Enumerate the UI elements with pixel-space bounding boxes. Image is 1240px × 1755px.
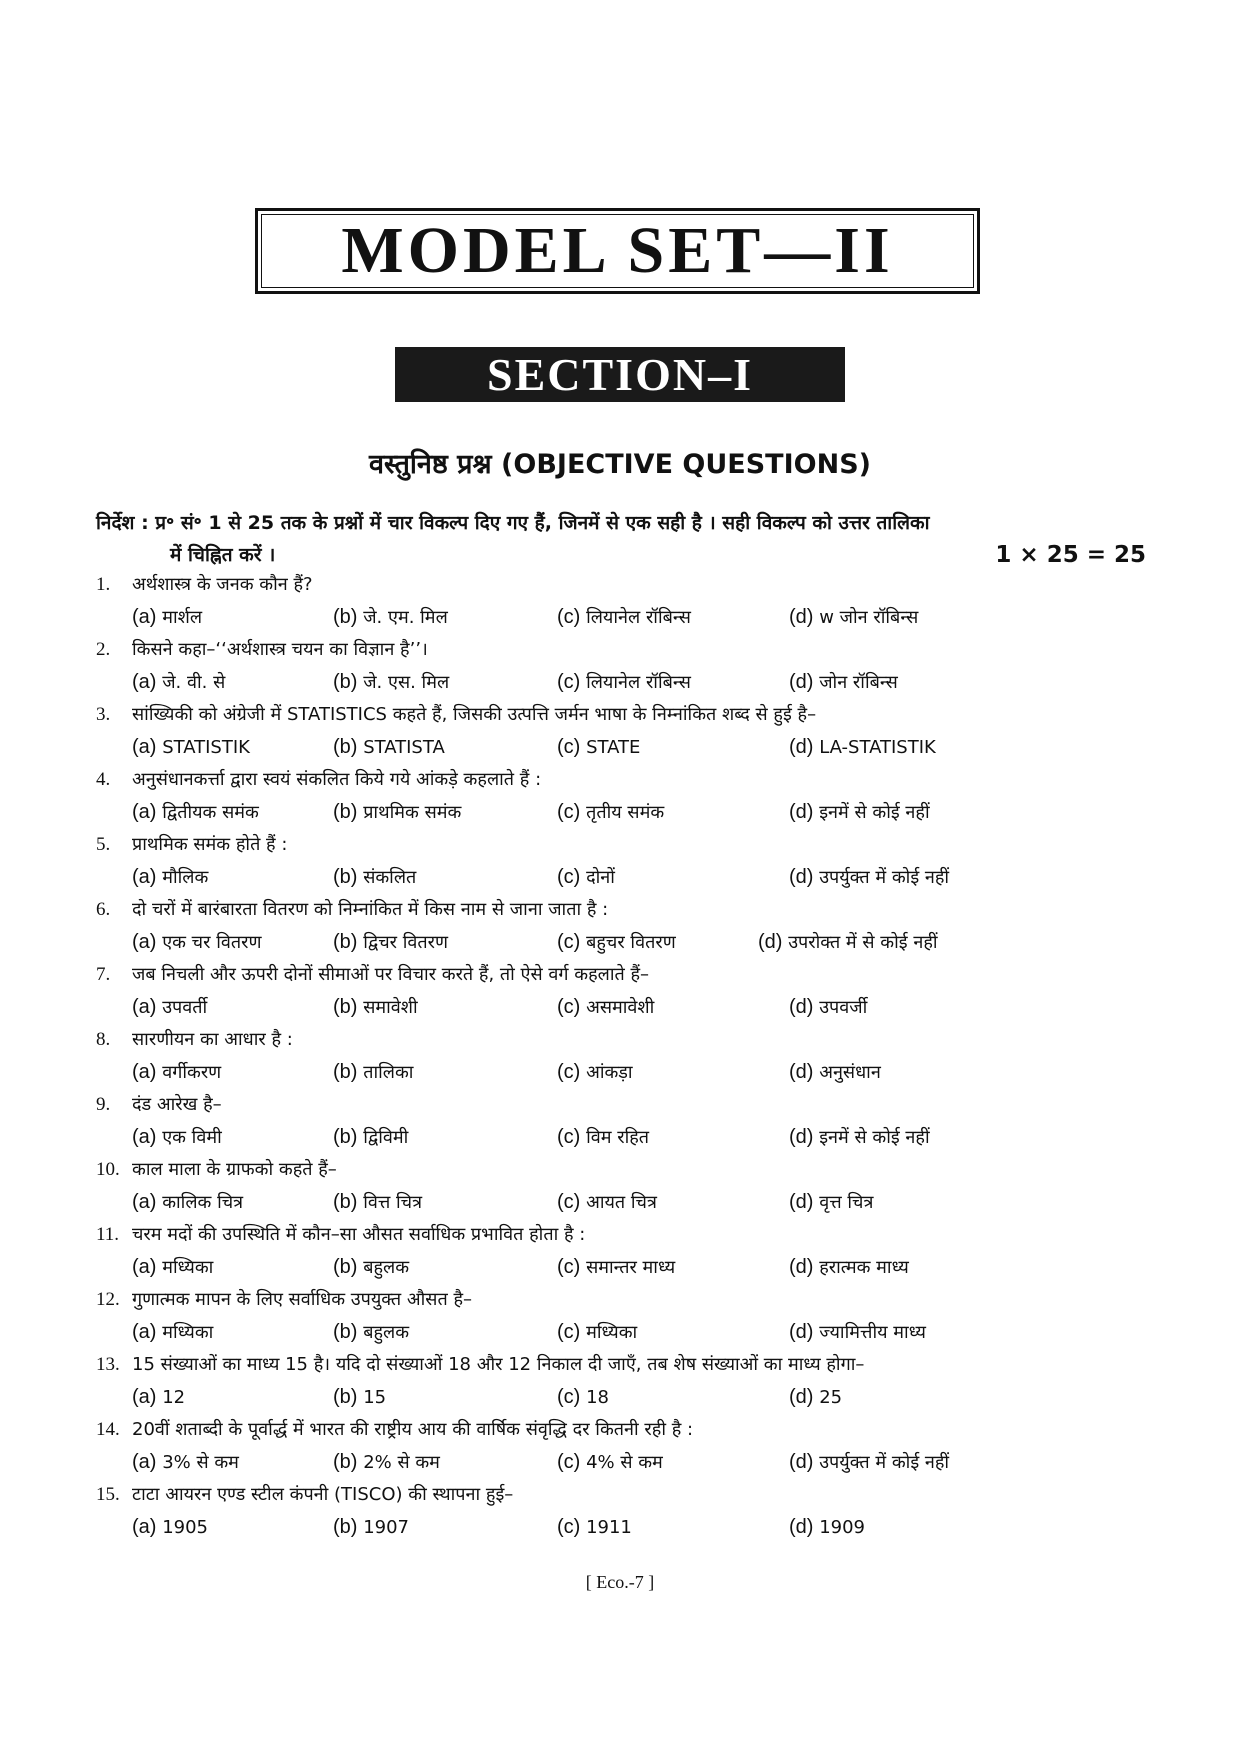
option-text: तालिका — [363, 1062, 414, 1083]
option-label: (c) — [557, 1126, 581, 1148]
question-number: 12. — [96, 1289, 120, 1310]
option-b — [333, 1057, 413, 1088]
marks-formula: 1 × 25 = 25 — [995, 542, 1146, 568]
option-text: समान्तर माध्य — [586, 1257, 676, 1278]
question-item — [96, 1350, 1156, 1415]
option-c — [557, 1317, 637, 1348]
option-b — [333, 927, 448, 958]
option-a — [132, 1057, 221, 1088]
option-text: मार्शल — [162, 607, 203, 628]
option-text: उपरोक्त में से कोई नहीं — [788, 932, 938, 953]
option-text: 3% से कम — [162, 1452, 239, 1473]
question-item — [96, 1155, 1156, 1220]
option-text: 2% से कम — [363, 1452, 440, 1473]
option-label: (d) — [789, 1386, 814, 1408]
option-label: (c) — [557, 1061, 581, 1083]
option-d — [789, 1187, 873, 1218]
question-line — [96, 700, 816, 730]
option-text: बहुलक — [363, 1257, 410, 1278]
question-item — [96, 635, 1156, 700]
option-label: (d) — [789, 1451, 814, 1473]
option-a — [132, 862, 208, 893]
option-a — [132, 1187, 243, 1218]
option-b — [333, 1187, 422, 1218]
question-text: अनुसंधानकर्त्ता द्वारा स्वयं संकलित किये गये आंकड़े कहलाते हैं : — [132, 769, 542, 790]
instruction-line-1: निर्देश : प्र॰ सं॰ 1 से 25 तक के प्रश्नों में चार विकल्प दिए गए हैं, जिनमें से एक सही है । सही विकल्प को उत्तर तालिका — [96, 512, 930, 534]
section-heading: वस्तुनिष्ठ प्रश्न (OBJECTIVE QUESTIONS) — [369, 449, 871, 480]
option-label: (c) — [557, 1256, 581, 1278]
option-label: (b) — [333, 1386, 358, 1408]
option-text: जोन रॉबिन्स — [819, 672, 898, 693]
question-line — [96, 765, 541, 795]
option-b — [333, 1317, 409, 1348]
option-label: (d) — [789, 1191, 814, 1213]
option-label: (d) — [789, 606, 814, 628]
option-label: (d) — [789, 1061, 814, 1083]
option-d — [789, 1382, 842, 1413]
option-text: प्राथमिक समंक — [363, 802, 462, 823]
option-label: (c) — [557, 1386, 581, 1408]
option-text: एक चर वितरण — [162, 932, 262, 953]
option-c — [557, 1057, 633, 1088]
question-number: 14. — [96, 1419, 120, 1440]
option-d — [789, 797, 930, 828]
option-text: आयत चित्र — [586, 1192, 657, 1213]
option-label: (a) — [132, 1321, 157, 1343]
option-text: 1905 — [162, 1517, 208, 1538]
question-line — [96, 960, 649, 990]
option-text: 18 — [586, 1387, 609, 1408]
option-text: असमावेशी — [586, 997, 655, 1018]
option-label: (c) — [557, 866, 581, 888]
option-text: विम रहित — [586, 1127, 650, 1148]
option-label: (d) — [789, 866, 814, 888]
option-a — [132, 667, 225, 698]
question-line — [96, 635, 428, 665]
option-d — [789, 1512, 865, 1543]
option-b — [333, 862, 416, 893]
question-text: सांख्यिकी को अंग्रेजी में STATISTICS कहते हैं, जिसकी उत्पत्ति जर्मन भाषा के निम्नांकित शब्द से हुई है– — [132, 704, 817, 725]
section-banner: SECTION–I — [395, 347, 845, 402]
option-label: (d) — [789, 1256, 814, 1278]
option-a — [132, 1252, 213, 1283]
question-text: सारणीयन का आधार है : — [132, 1029, 293, 1050]
option-b — [333, 1447, 440, 1478]
option-c — [557, 1382, 609, 1413]
option-text: वित्त चित्र — [363, 1192, 423, 1213]
option-c — [557, 992, 654, 1023]
option-c — [557, 1187, 657, 1218]
option-label: (b) — [333, 1321, 358, 1343]
option-label: (d) — [789, 801, 814, 823]
option-c — [557, 862, 615, 893]
question-number: 9. — [96, 1094, 111, 1115]
question-item — [96, 895, 1156, 960]
option-label: (c) — [557, 931, 581, 953]
option-text: हरात्मक माध्य — [819, 1257, 909, 1278]
option-text: वर्गीकरण — [162, 1062, 222, 1083]
option-label: (a) — [132, 671, 157, 693]
option-label: (c) — [557, 736, 581, 758]
question-number: 11. — [96, 1224, 120, 1245]
question-line — [96, 830, 287, 860]
option-label: (b) — [333, 1256, 358, 1278]
option-text: कालिक चित्र — [162, 1192, 244, 1213]
question-line — [96, 1155, 337, 1185]
option-label: (c) — [557, 671, 581, 693]
question-text: काल माला के ग्राफको कहते हैं– — [132, 1159, 337, 1180]
option-label: (a) — [132, 606, 157, 628]
option-text: लियानेल रॉबिन्स — [586, 672, 691, 693]
option-text: बहुचर वितरण — [586, 932, 676, 953]
question-item — [96, 700, 1156, 765]
option-text: लियानेल रॉबिन्स — [586, 607, 691, 628]
question-item — [96, 1025, 1156, 1090]
instruction-line-2: में चिह्नित करें । — [170, 544, 276, 566]
question-item — [96, 830, 1156, 895]
option-c — [557, 797, 664, 828]
option-text: संकलित — [363, 867, 417, 888]
question-line — [96, 1090, 222, 1120]
question-item — [96, 1480, 1156, 1545]
option-c — [557, 1447, 663, 1478]
instructions — [96, 507, 1146, 571]
option-a — [132, 992, 207, 1023]
question-line — [96, 1285, 472, 1315]
option-label: (a) — [132, 801, 157, 823]
question-text: दंड आरेख है– — [132, 1094, 222, 1115]
option-label: (c) — [557, 606, 581, 628]
option-label: (b) — [333, 671, 358, 693]
option-label: (b) — [333, 606, 358, 628]
option-text: 15 — [363, 1387, 387, 1408]
option-text: STATISTA — [363, 737, 445, 758]
option-label: (a) — [132, 1451, 157, 1473]
option-text: 25 — [819, 1387, 843, 1408]
option-text: 1911 — [586, 1517, 632, 1538]
option-c — [557, 602, 691, 633]
option-label: (a) — [132, 996, 157, 1018]
question-text: दो चरों में बारंबारता वितरण को निम्नांकित में किस नाम से जाना जाता है : — [132, 899, 609, 920]
option-label: (c) — [557, 801, 581, 823]
option-b — [333, 797, 461, 828]
option-d — [789, 602, 918, 633]
question-line — [96, 1415, 693, 1445]
option-a — [132, 1447, 239, 1478]
question-number: 7. — [96, 964, 111, 985]
option-text: उपवर्ती — [162, 997, 208, 1018]
option-label: (c) — [557, 1191, 581, 1213]
option-a — [132, 602, 202, 633]
option-b — [333, 1382, 386, 1413]
question-item — [96, 1220, 1156, 1285]
option-text: इनमें से कोई नहीं — [819, 802, 930, 823]
option-label: (d) — [789, 736, 814, 758]
option-a — [132, 1512, 208, 1543]
option-d — [789, 732, 936, 763]
option-text: 1907 — [363, 1517, 409, 1538]
option-label: (a) — [132, 931, 157, 953]
option-text: इनमें से कोई नहीं — [819, 1127, 930, 1148]
option-label: (d) — [789, 1516, 814, 1538]
question-number: 10. — [96, 1159, 120, 1180]
option-text: दोनों — [586, 867, 615, 888]
option-d — [789, 862, 949, 893]
option-label: (d) — [789, 996, 814, 1018]
option-label: (d) — [789, 671, 814, 693]
question-line — [96, 1220, 585, 1250]
option-text: बहुलक — [363, 1322, 410, 1343]
question-number: 15. — [96, 1484, 120, 1505]
option-label: (c) — [557, 1451, 581, 1473]
option-label: (a) — [132, 1516, 157, 1538]
question-number: 6. — [96, 899, 111, 920]
option-c — [557, 1512, 632, 1543]
option-text: द्विचर वितरण — [363, 932, 449, 953]
option-label: (d) — [789, 1126, 814, 1148]
question-number: 3. — [96, 704, 111, 725]
question-number: 2. — [96, 639, 111, 660]
question-number: 5. — [96, 834, 111, 855]
option-a — [132, 1317, 213, 1348]
option-b — [333, 1252, 409, 1283]
option-text: 1909 — [819, 1517, 865, 1538]
option-text: STATISTIK — [162, 737, 250, 758]
question-item — [96, 960, 1156, 1025]
option-label: (a) — [132, 1191, 157, 1213]
instruction-line-2-row — [96, 539, 1146, 571]
option-text: w जोन रॉबिन्स — [819, 607, 919, 628]
option-b — [333, 667, 449, 698]
option-c — [557, 1252, 675, 1283]
option-text: जे. वी. से — [162, 672, 226, 693]
option-d — [789, 1057, 881, 1088]
question-item — [96, 1415, 1156, 1480]
option-label: (c) — [557, 1321, 581, 1343]
question-text: चरम मदों की उपस्थिति में कौन–सा औसत सर्वाधिक प्रभावित होता है : — [132, 1224, 586, 1245]
question-item — [96, 1285, 1156, 1350]
option-text: अनुसंधान — [819, 1062, 881, 1083]
question-number: 1. — [96, 574, 111, 595]
option-label: (d) — [758, 931, 783, 953]
option-label: (b) — [333, 866, 358, 888]
question-text: प्राथमिक समंक होते हैं : — [132, 834, 288, 855]
question-line — [96, 1350, 864, 1380]
option-b — [333, 1512, 409, 1543]
option-text: एक विमी — [162, 1127, 222, 1148]
option-label: (b) — [333, 1516, 358, 1538]
question-line — [96, 1025, 293, 1055]
option-d — [789, 1252, 909, 1283]
option-text: उपर्युक्त में कोई नहीं — [819, 867, 950, 888]
title-box — [255, 208, 980, 294]
option-label: (a) — [132, 1061, 157, 1083]
option-c — [557, 1122, 649, 1153]
option-text: मध्यिका — [162, 1322, 214, 1343]
option-b — [333, 602, 448, 633]
option-label: (b) — [333, 801, 358, 823]
option-a — [132, 1382, 185, 1413]
option-text: द्वितीयक समंक — [162, 802, 259, 823]
option-label: (c) — [557, 996, 581, 1018]
option-text: 12 — [162, 1387, 186, 1408]
option-c — [557, 732, 640, 763]
option-a — [132, 1122, 222, 1153]
option-label: (c) — [557, 1516, 581, 1538]
question-number: 4. — [96, 769, 111, 790]
option-d — [789, 1122, 930, 1153]
option-text: मध्यिका — [586, 1322, 638, 1343]
option-label: (b) — [333, 1451, 358, 1473]
option-text: LA-STATISTIK — [819, 737, 936, 758]
question-text: अर्थशास्त्र के जनक कौन हैं? — [132, 574, 313, 595]
question-line — [96, 895, 608, 925]
option-label: (b) — [333, 1061, 358, 1083]
question-number: 13. — [96, 1354, 120, 1375]
option-label: (b) — [333, 931, 358, 953]
option-a — [132, 732, 250, 763]
option-text: मौलिक — [162, 867, 209, 888]
option-label: (a) — [132, 1256, 157, 1278]
option-d — [758, 927, 938, 958]
option-d — [789, 1317, 926, 1348]
option-a — [132, 927, 262, 958]
question-item — [96, 1090, 1156, 1155]
question-number: 8. — [96, 1029, 111, 1050]
question-item — [96, 570, 1156, 635]
option-b — [333, 732, 445, 763]
option-text: STATE — [586, 737, 641, 758]
option-text: मध्यिका — [162, 1257, 214, 1278]
question-text: टाटा आयरन एण्ड स्टील कंपनी (TISCO) की स्थापना हुई– — [132, 1484, 514, 1505]
option-label: (b) — [333, 1191, 358, 1213]
option-d — [789, 667, 898, 698]
option-text: तृतीय समंक — [586, 802, 665, 823]
option-text: 4% से कम — [586, 1452, 663, 1473]
question-text: 20वीं शताब्दी के पूर्वार्द्ध में भारत की राष्ट्रीय आय की वार्षिक संवृद्धि दर कितनी रही है : — [132, 1419, 694, 1440]
option-d — [789, 992, 867, 1023]
option-text: जे. एम. मिल — [363, 607, 448, 628]
option-label: (a) — [132, 1126, 157, 1148]
option-text: उपवर्जी — [819, 997, 868, 1018]
option-label: (a) — [132, 1386, 157, 1408]
option-d — [789, 1447, 949, 1478]
option-c — [557, 667, 691, 698]
option-text: आंकड़ा — [586, 1062, 633, 1083]
question-text: जब निचली और ऊपरी दोनों सीमाओं पर विचार करते हैं, तो ऐसे वर्ग कहलाते हैं– — [132, 964, 650, 985]
option-label: (a) — [132, 736, 157, 758]
option-label: (d) — [789, 1321, 814, 1343]
option-text: उपर्युक्त में कोई नहीं — [819, 1452, 950, 1473]
question-text: किसने कहा–‘‘अर्थशास्त्र चयन का विज्ञान है’’। — [132, 639, 428, 660]
option-text: ज्यामित्तीय माध्य — [819, 1322, 926, 1343]
option-label: (b) — [333, 996, 358, 1018]
option-text: वृत्त चित्र — [819, 1192, 874, 1213]
option-text: समावेशी — [363, 997, 418, 1018]
question-line — [96, 570, 313, 600]
option-text: द्विविमी — [363, 1127, 409, 1148]
option-b — [333, 1122, 408, 1153]
question-list — [96, 570, 1156, 1545]
option-a — [132, 797, 259, 828]
page-footer: [ Eco.-7 ] — [585, 1572, 655, 1592]
option-label: (b) — [333, 736, 358, 758]
question-line — [96, 1480, 513, 1510]
option-label: (a) — [132, 866, 157, 888]
option-c — [557, 927, 676, 958]
page-title: MODEL SET—II — [341, 214, 894, 287]
option-text: जे. एस. मिल — [363, 672, 450, 693]
question-text: गुणात्मक मापन के लिए सर्वाधिक उपयुक्त औसत है– — [132, 1289, 473, 1310]
option-label: (b) — [333, 1126, 358, 1148]
question-item — [96, 765, 1156, 830]
option-b — [333, 992, 418, 1023]
question-text: 15 संख्याओं का माध्य 15 है। यदि दो संख्याओं 18 और 12 निकाल दी जाएँ, तब शेष संख्याओं का माध्य होगा– — [132, 1354, 865, 1375]
